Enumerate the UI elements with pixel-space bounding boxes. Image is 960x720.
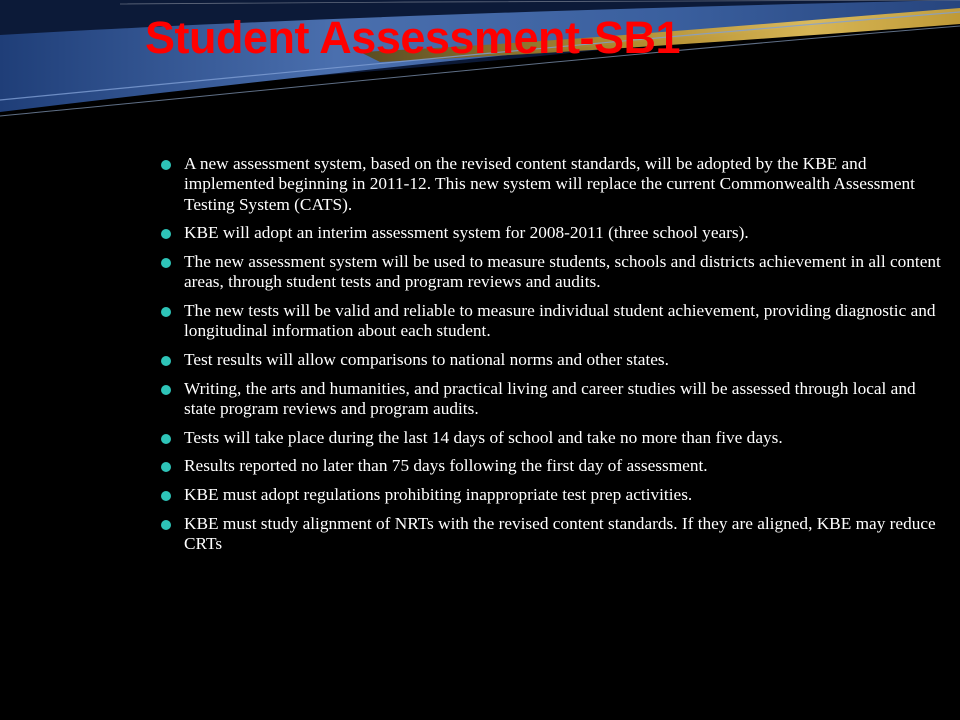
- list-item: [161, 223, 951, 243]
- bullet-dot-icon: [161, 229, 171, 239]
- bullet-text: Results reported no later than 75 days following the first day of assessment.: [184, 456, 708, 476]
- bullet-dot-icon: [161, 258, 171, 268]
- bullet-dot-icon: [161, 491, 171, 501]
- bullet-dot-icon: [161, 307, 171, 317]
- bullet-text: Tests will take place during the last 14 days of school and take no more than five days.: [184, 427, 783, 447]
- bullet-text: A new assessment system, based on the revised content standards, will be adopted by the KBE and implemented beginning in 2011-12. This new system will replace the current Commonwealth Assessment Testing System (CATS).: [184, 154, 915, 214]
- list-item: [161, 456, 951, 476]
- bullet-dot-icon: [161, 160, 171, 170]
- list-item: [161, 154, 951, 215]
- bullet-dot-icon: [161, 462, 171, 472]
- list-item: [161, 428, 951, 448]
- bullet-text: The new assessment system will be used to measure students, schools and districts achievement in all content areas, through student tests and program reviews and audits.: [184, 251, 941, 292]
- bullet-dot-icon: [161, 434, 171, 444]
- slide-title: Student Assessment-SB1: [145, 12, 680, 63]
- bullet-text: KBE must study alignment of NRTs with the revised content standards. If they are aligned, KBE may reduce CRTs: [184, 513, 936, 553]
- bullet-dot-icon: [161, 356, 171, 366]
- list-item: [161, 514, 951, 555]
- bullet-text: KBE will adopt an interim assessment system for 2008-2011 (three school years).: [184, 223, 749, 243]
- bullet-text: The new tests will be valid and reliable to measure individual student achievement, providing diagnostic and longitudinal information about each student.: [184, 300, 936, 341]
- list-item: [161, 350, 951, 370]
- bullet-dot-icon: [161, 385, 171, 395]
- list-item: [161, 252, 951, 293]
- bullet-dot-icon: [161, 520, 171, 530]
- list-item: [161, 301, 951, 342]
- list-item: [161, 485, 951, 505]
- list-item: [161, 379, 951, 420]
- bullet-text: KBE must adopt regulations prohibiting inappropriate test prep activities.: [184, 484, 693, 504]
- bullet-list: [161, 154, 951, 563]
- bullet-text: Writing, the arts and humanities, and practical living and career studies will be assessed through local and state program reviews and program audits.: [184, 378, 916, 418]
- bullet-text: Test results will allow comparisons to national norms and other states.: [184, 349, 669, 369]
